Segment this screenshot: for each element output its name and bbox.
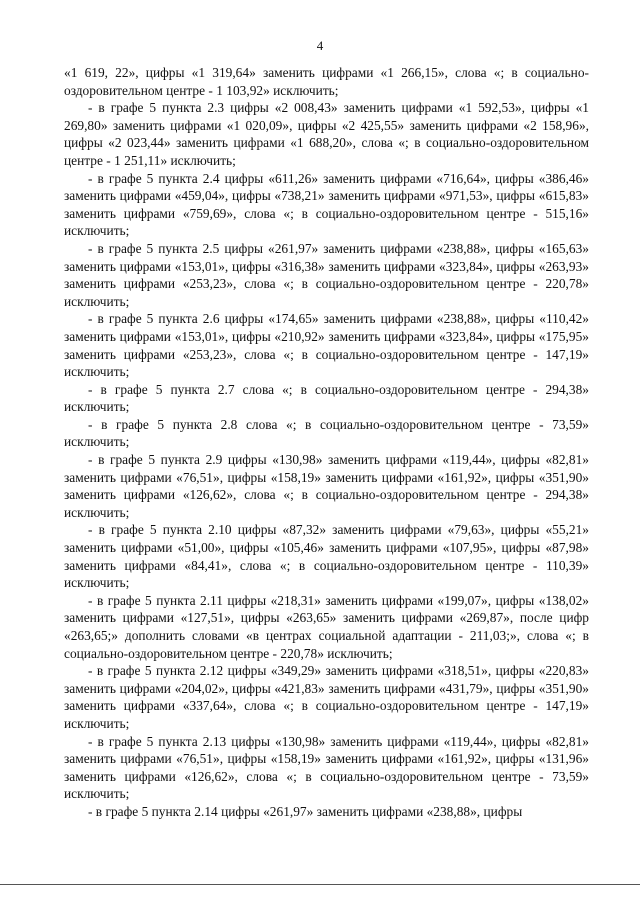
page-number: 4 bbox=[316, 38, 324, 53]
paragraph: - в графе 5 пункта 2.11 цифры «218,31» заменить цифрами «199,07», цифры «138,02» заменить цифрами «127,51», цифры «263,65» заменить цифрами «269,87», после цифр «263,65;» дополнить словами «в центрах социальной адаптации - 211,03;», слова «; в социально-оздоровительном центре - 220,78» исключить; bbox=[64, 592, 589, 661]
document-body bbox=[64, 64, 589, 821]
paragraph: - в графе 5 пункта 2.8 слова «; в социально-оздоровительном центре - 73,59» исключить; bbox=[64, 416, 589, 450]
paragraph: - в графе 5 пункта 2.5 цифры «261,97» заменить цифрами «238,88», цифры «165,63» заменить цифрами «153,01», цифры «316,38» заменить цифрами «323,84», цифры «263,93» заменить цифрами «253,23», слова «; в социально-оздоровительном центре - 220,78» исключить; bbox=[64, 240, 589, 309]
bottom-divider bbox=[0, 884, 640, 885]
paragraph: - в графе 5 пункта 2.3 цифры «2 008,43» заменить цифрами «1 592,53», цифры «1 269,80» заменить цифрами «1 020,09», цифры «2 425,55» заменить цифрами «2 158,96», цифры «2 023,44» заменить цифрами «1 688,20», слова «; в социально-оздоровительном центре - 1 251,11» исключить; bbox=[64, 100, 589, 168]
paragraph: - в графе 5 пункта 2.10 цифры «87,32» заменить цифрами «79,63», цифры «55,21» заменить цифрами «51,00», цифры «105,46» заменить цифрами «107,95», цифры «87,98» заменить цифрами «84,41», слова «; в социально-оздоровительном центре - 110,39» исключить; bbox=[64, 522, 589, 591]
paragraph: - в графе 5 пункта 2.4 цифры «611,26» заменить цифрами «716,64», цифры «386,46» заменить цифрами «459,04», цифры «738,21» заменить цифрами «971,53», цифры «615,83» заменить цифрами «759,69», слова «; в социально-оздоровительном центре - 515,16» исключить; bbox=[64, 170, 589, 239]
paragraph: - в графе 5 пункта 2.6 цифры «174,65» заменить цифрами «238,88», цифры «110,42» заменить цифрами «153,01», цифры «210,92» заменить цифрами «323,84», цифры «175,95» заменить цифрами «253,23», слова «; в социально-оздоровительном центре - 147,19» исключить; bbox=[64, 311, 589, 380]
paragraph: - в графе 5 пункта 2.14 цифры «261,97» заменить цифрами «238,88», цифры bbox=[88, 803, 523, 819]
paragraph: - в графе 5 пункта 2.9 цифры «130,98» заменить цифрами «119,44», цифры «82,81» заменить цифрами «76,51», цифры «158,19» заменить цифрами «161,92», цифры «351,90» заменить цифрами «126,62», слова «; в социально-оздоровительном центре - 294,38» исключить; bbox=[64, 452, 589, 520]
paragraph: «1 619, 22», цифры «1 319,64» заменить цифрами «1 266,15», слова «; в социально-оздоровительном центре - 1 103,92» исключить; bbox=[64, 65, 589, 98]
paragraph: - в графе 5 пункта 2.12 цифры «349,29» заменить цифрами «318,51», цифры «220,83» заменить цифрами «204,02», цифры «421,83» заменить цифрами «431,79», цифры «351,90» заменить цифрами «337,64», слова «; в социально-оздоровительном центре - 147,19» исключить; bbox=[64, 663, 589, 731]
paragraph: - в графе 5 пункта 2.7 слова «; в социально-оздоровительном центре - 294,38» исключить; bbox=[64, 381, 589, 415]
paragraph: - в графе 5 пункта 2.13 цифры «130,98» заменить цифрами «119,44», цифры «82,81» заменить цифрами «76,51», цифры «158,19» заменить цифрами «161,92», цифры «131,96» заменить цифрами «126,62», слова «; в социально-оздоровительном центре - 73,59» исключить; bbox=[64, 733, 589, 802]
